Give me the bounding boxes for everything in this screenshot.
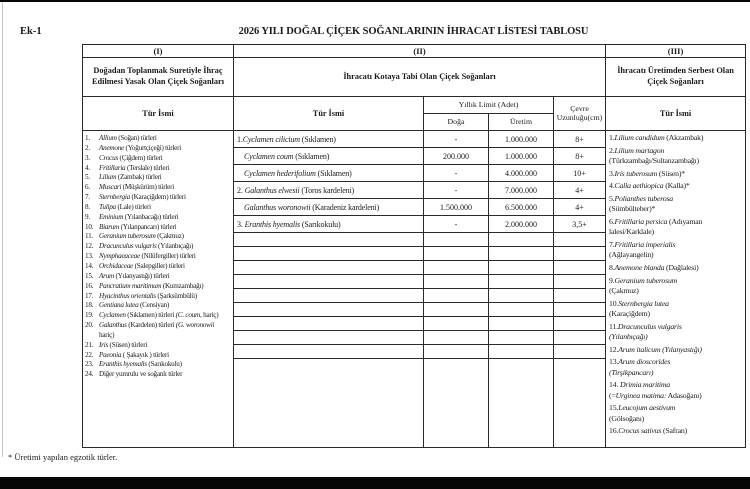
item-text: Galanthus (Kardelen) türleri (G. woronowii hariç) [99,321,215,339]
species-name-cell [234,303,424,317]
free-species-item: 14. Drimia maritima (=Urginea matima: Adasoğanı) [609,380,702,400]
col2-species-header: Tür İsmi [234,97,424,131]
species-name-cell: Galanthus woronowii (Karadeniz kardeleni) [234,199,424,216]
production-limit-cell [489,303,554,317]
prohibited-species-item [85,203,232,213]
column2-numeral: (II) [234,45,606,58]
nature-limit-cell: 1.500.000 [424,199,489,216]
nature-limit-cell: 200.000 [424,148,489,165]
item-text: Biarum (Yılanpancarı) türleri [99,222,177,231]
prohibited-section-title: Doğadan Toplanmak Suretiyle İhraç Edilmesi Yasak Olan Çiçek Soğanları [83,58,234,97]
item-number: 3. [85,153,90,162]
production-limit-cell: 6.500.000 [489,199,554,216]
nature-limit-cell [424,261,489,275]
item-text: Fritillaria (Terslale) türleri [99,163,170,172]
production-limit-cell [489,247,554,261]
top-rule [0,0,750,2]
prohibited-species-item [85,183,232,193]
species-name-cell [234,275,424,289]
item-number: 2. [85,143,90,152]
prohibited-species-item [85,272,232,282]
col3-species-header: Tür İsmi [606,97,746,131]
prohibited-species-item [85,292,232,302]
roman-numeral-row [83,45,746,58]
production-limit-cell: 1.000.000 [489,131,554,148]
item-text: Arum (Yılanyastığı) türleri [99,271,170,280]
item-number: 6. [85,183,90,192]
item-text: Tulipa (Lale) türleri [99,202,151,211]
circumference-cell: 4+ [554,199,606,216]
prohibited-species-item [85,311,232,321]
item-number: 8. [85,202,90,211]
species-name-cell [234,247,424,261]
free-species-item: 1.Lilium candidum (Akzambak) [609,133,704,142]
page-title: 2026 YILI DOĞAL ÇİÇEK SOĞANLARININ İHRACAT LİSTESİ TABLOSU [238,26,589,37]
free-species-cell [606,131,746,448]
item-number: 17. [85,291,94,300]
prohibited-species-item [85,232,232,242]
circumference-cell: 10+ [554,165,606,182]
production-limit-cell: 4.000.000 [489,165,554,182]
free-species-item: 10.Sternbergia lutea (Karaçiğdem) [609,298,669,318]
item-text: Eranthis hyemalis (Sarıkokulu) [99,360,182,369]
item-number: 10. [85,222,94,231]
nature-limit-cell: - [424,216,489,233]
circumference-cell [554,331,606,345]
nature-limit-cell: - [424,165,489,182]
prohibited-species-item [85,301,232,311]
section-title-row [83,58,746,97]
item-text: Nymphaeaceae (Nilüfergiller) türleri [99,252,196,261]
species-name-cell [234,345,424,359]
production-limit-cell: 2.000.000 [489,216,554,233]
free-species-item: 2.Lilium martagon (Türkzambağı/Sultanzambağı) [609,145,699,165]
prohibited-species-item [85,321,232,341]
item-text: Eminium (Yılanbacağı) türleri [99,212,179,221]
item-number: 22. [85,350,94,359]
production-limit-cell [489,345,554,359]
item-number: 7. [85,193,90,202]
production-limit-cell [489,331,554,345]
species-name-cell [234,317,424,331]
circumference-cell: 3,5+ [554,216,606,233]
nature-limit-cell [424,345,489,359]
item-number: 13. [85,252,94,261]
circumference-cell [554,345,606,359]
quota-section-title: İhracatı Kotaya Tabi Olan Çiçek Soğanları [234,58,606,97]
free-species-item: 8.Anemone blanda (Dağlalesi) [609,263,699,272]
col1-species-header: Tür İsmi [83,97,234,131]
item-number: 19. [85,311,94,320]
item-number: 12. [85,242,94,251]
item-text: Pancratium maritimum (Kumzambağı) [99,281,204,290]
prohibited-species-item [85,262,232,272]
subheader-row [83,97,746,114]
circumference-cell: 8+ [554,148,606,165]
item-text: Muscari (Müşkürüm) türleri [99,183,174,192]
quota-data-row [83,131,746,148]
item-text: Anemone (Yoğurtçiçeği) türleri [99,143,181,152]
species-name-cell: 3. Eranthis hyemalis (Sarıkokulu) [234,216,424,233]
free-section-title: İhracatı Üretimden Serbest Olan Çiçek Soğanları [606,58,746,97]
item-number: 5. [85,173,90,182]
item-text: Iris (Süsen) türleri [99,340,148,349]
item-number: 9. [85,212,90,221]
prohibited-species-cell [83,131,234,448]
prohibited-species-item [85,360,232,370]
export-list-table [82,44,746,448]
annual-limit-header: Yıllık Limit (Adet) [424,97,554,114]
species-name-cell: 2. Galanthus elwesii (Toros kardeleni) [234,182,424,199]
species-name-cell [234,331,424,345]
item-text: Sternbergia (Karaçiğdem) türleri [99,193,186,202]
prohibited-species-item [85,154,232,164]
item-number: 20. [85,321,94,330]
species-name-cell [234,359,424,448]
item-text: Geranium tuberosum (Çakmuz) [99,232,184,241]
prohibited-species-item [85,134,232,144]
species-name-cell: Cyclamen coum (Sıklamen) [234,148,424,165]
free-species-item: 16.Crocus sativus (Safran) [609,426,687,436]
species-name-cell [234,233,424,247]
item-number: 11. [85,232,93,241]
production-limit-cell [489,359,554,448]
item-number: 21. [85,340,94,349]
item-text: Lilium (Zambak) türleri [99,173,162,182]
nature-limit-cell: - [424,182,489,199]
item-number: 15. [85,271,94,280]
item-text: Dracunculus vulgaris (Yılanbıçağı) [99,242,194,251]
free-species-item: 7.Fritillaria imperialis (Ağlayangelin) [609,240,676,260]
prohibited-species-item [85,351,232,361]
item-number: 23. [85,360,94,369]
item-number: 1. [85,134,90,142]
prohibited-species-item [85,144,232,154]
prohibited-species-item [85,252,232,262]
nature-limit-cell [424,331,489,345]
prohibited-species-item [85,173,232,183]
scan-edge-line [2,2,3,457]
circumference-cell: 8+ [554,131,606,148]
nature-limit-cell [424,359,489,448]
item-text: Gentiana lutea (Censiyan) [99,301,170,310]
item-number: 18. [85,301,94,310]
nature-limit-cell [424,317,489,331]
nature-limit-cell: - [424,131,489,148]
item-text: Cyclamen (Sıklamen) türleri (C. coum, hariç) [99,311,219,320]
prohibited-species-item [85,341,232,351]
free-species-item: 5.Polianthes tuberosa (Sümbülteber)* [609,194,673,214]
free-species-item: 4.Calla aethiopica (Kalla)* [609,181,690,191]
prohibited-species-item [85,223,232,233]
species-name-cell: 1.Cyclamen cilicium (Sıklamen) [234,131,424,148]
nature-limit-cell [424,233,489,247]
circumference-header: Çevre Uzunluğu(cm) [554,97,606,131]
footnote: * Üretimi yapılan egzotik türler. [8,452,118,462]
item-text: Orchidaceae (Salepgiller) türleri [99,261,185,270]
nature-limit-cell [424,303,489,317]
species-name-cell: Cyclamen hederifolium (Sıklamen) [234,165,424,182]
prohibited-species-item [85,370,232,380]
prohibited-species-item [85,282,232,292]
species-name-cell [234,289,424,303]
circumference-cell [554,289,606,303]
free-species-item: 9.Geranium tuberosum (Çakmuz) [609,275,678,295]
production-limit-cell [489,233,554,247]
circumference-cell [554,303,606,317]
item-number: 14. [85,261,94,270]
item-text: Allium (Soğan) türleri [99,134,157,142]
item-number: 24. [85,370,94,379]
column3-numeral: (III) [606,45,746,58]
production-limit-cell [489,317,554,331]
production-limit-cell [489,261,554,275]
production-limit-cell: 7.000.000 [489,182,554,199]
circumference-cell [554,247,606,261]
circumference-cell: 4+ [554,182,606,199]
circumference-cell [554,233,606,247]
circumference-cell [554,275,606,289]
nature-limit-cell [424,289,489,303]
nature-limit-cell [424,247,489,261]
item-text: Crocus (Çiğdem) türleri [99,153,163,162]
production-header: Üretim [489,114,554,131]
prohibited-species-item [85,242,232,252]
production-limit-cell [489,275,554,289]
circumference-cell [554,317,606,331]
nature-header: Doğa [424,114,489,131]
production-limit-cell [489,289,554,303]
production-limit-cell: 1.000.000 [489,148,554,165]
free-species-item: 12.Arum italicum (Yılanyastığı) [609,344,702,354]
item-number: 16. [85,281,94,290]
item-text: Hyacinthus orientalis (Şarksümbülü) [99,291,197,300]
prohibited-species-item [85,193,232,203]
item-text: Paeonia ( Şakayık ) türleri [99,350,169,359]
prohibited-species-item [85,164,232,174]
nature-limit-cell [424,275,489,289]
species-name-cell [234,261,424,275]
circumference-cell [554,359,606,448]
bottom-scan-bar [0,477,750,489]
free-species-item: 3.Iris tuberosum (Süsen)* [609,168,685,178]
column1-numeral: (I) [83,45,234,58]
free-species-item: 13.Arum dioscorides (Tirşikpancarı) [609,357,671,377]
free-species-item: 15.Leucojum aestivum (Gölsoğanı) [609,403,676,423]
free-species-item: 6.Fritillaria persica (Adıyaman lalesi/Karklale) [609,217,703,237]
prohibited-species-item [85,213,232,223]
free-species-item: 11.Dracunculus vulgaris (Yılanbıçağı) [609,321,682,341]
table-body [83,131,746,448]
circumference-cell [554,261,606,275]
item-text: Diğer yumrulu ve soğanlı türler [99,370,183,379]
item-number: 4. [85,163,90,172]
annex-label: Ek-1 [20,26,42,37]
